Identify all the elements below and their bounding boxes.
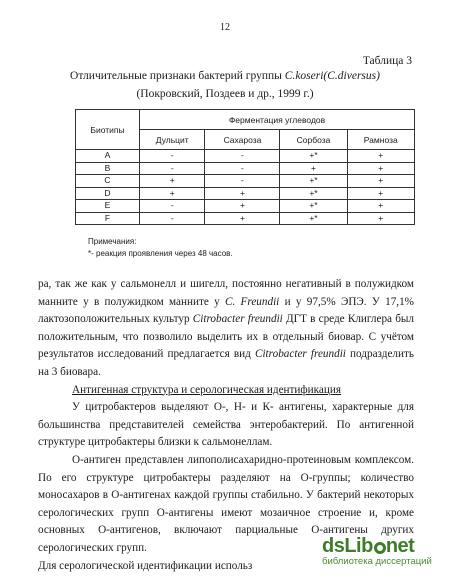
table-row <box>76 187 415 200</box>
table-source: (Покровский, Поздеев и др., 1999 г.) <box>136 88 314 100</box>
species-name: Citrobacter freundii <box>254 348 346 361</box>
text-run: подразделить на 3 биовара. <box>38 348 414 378</box>
value-cell: +* <box>280 200 347 213</box>
value-cell: + <box>347 162 414 175</box>
value-cell: + <box>347 212 414 225</box>
logo-text: dsLib <box>322 535 373 557</box>
paragraph: О-антиген представлен липополисахаридно-протеиновым комплексом. По его структуре цитробактеры разделяют на О-группы; количество моносахаров в О-антигенах каждой группы стабильно. У бактерий некоторых серологических групп О-антигены имеют мозаичное строение и, кроме основных О-антигенов, включают парциальные О-антигены других серологических групп. <box>38 453 414 554</box>
dslib-watermark <box>322 536 450 576</box>
page-number: 12 <box>220 22 230 33</box>
notes-heading: Примечания: <box>88 237 137 246</box>
notes-footnote: *- реакция проявления через 48 часов. <box>88 249 233 258</box>
value-cell: +* <box>280 187 347 200</box>
logo-text: net <box>385 535 415 557</box>
value-cell: + <box>205 187 280 200</box>
column-header: Сахароза <box>205 130 280 150</box>
value-cell: + <box>140 175 205 188</box>
value-cell: + <box>205 212 280 225</box>
value-cell: - <box>205 150 280 163</box>
biotype-cell: F <box>76 212 140 225</box>
text-run: ДГТ в среде Клиглера был положительным, что позволило выделить их в отдельный биовар. С учётом результатов исследований предлагается вид <box>38 313 415 361</box>
logo-dot-icon <box>374 542 386 554</box>
value-cell: +* <box>280 212 347 225</box>
section-heading: Антигенная структура и серологическая идентификация <box>72 383 341 396</box>
biotype-cell: C <box>76 175 140 188</box>
text-run: и у 97,5% ЭПЭ. У 17,1% лактозоположительных культур <box>38 295 414 326</box>
title-prefix: Отличительные признаки бактерий группы <box>70 70 285 82</box>
value-cell: - <box>140 212 205 225</box>
biotype-cell: B <box>76 162 140 175</box>
value-cell: +* <box>280 150 347 163</box>
row-header: Биотипы <box>76 110 140 150</box>
value-cell: + <box>347 200 414 213</box>
value-cell: - <box>140 162 205 175</box>
dslib-logo <box>322 536 450 556</box>
fermentation-table <box>75 109 415 225</box>
column-header: Дульцит <box>140 130 205 150</box>
table-title <box>0 70 450 82</box>
table-label: Таблица 3 <box>362 55 412 67</box>
title-species: C.koseri(C.diversus) <box>284 70 380 82</box>
biotype-cell: A <box>76 150 140 163</box>
value-cell: + <box>140 187 205 200</box>
paragraph <box>38 276 414 382</box>
column-header: Рамноза <box>347 130 414 150</box>
table-row <box>76 162 415 175</box>
body-text <box>38 276 414 575</box>
value-cell: + <box>205 200 280 213</box>
table-row <box>76 150 415 163</box>
table-row <box>76 200 415 213</box>
value-cell: + <box>280 162 347 175</box>
value-cell: +* <box>280 175 347 188</box>
watermark-subtitle: библиотека диссертаций <box>322 556 432 567</box>
value-cell: + <box>347 175 414 188</box>
value-cell: - <box>140 150 205 163</box>
text-run: ра, так же как у сальмонелл и шигелл, постоянно негативный в полужидком манните у в полужидком манните у <box>38 278 414 308</box>
value-cell: - <box>205 175 280 188</box>
species-name: C. Freundii <box>225 295 280 308</box>
table-notes <box>88 236 233 260</box>
group-header: Ферментация углеводов <box>140 110 415 130</box>
value-cell: - <box>205 162 280 175</box>
biotype-cell: D <box>76 187 140 200</box>
paragraph: У цитробактеров выделяют О-, Н- и К- антигены, характерные для большинства представителей семейства энтеробактерий. По антигенной структуре цитробактеры близки к сальмонеллам. <box>38 401 414 449</box>
table-row <box>76 175 415 188</box>
table-row <box>76 212 415 225</box>
value-cell: + <box>347 150 414 163</box>
value-cell: + <box>347 187 414 200</box>
value-cell: - <box>140 200 205 213</box>
column-header: Сорбоза <box>280 130 347 150</box>
paragraph: Для серологической идентификации использ <box>38 559 253 572</box>
species-name: Citrobacter freundii <box>192 313 283 326</box>
biotype-cell: E <box>76 200 140 213</box>
